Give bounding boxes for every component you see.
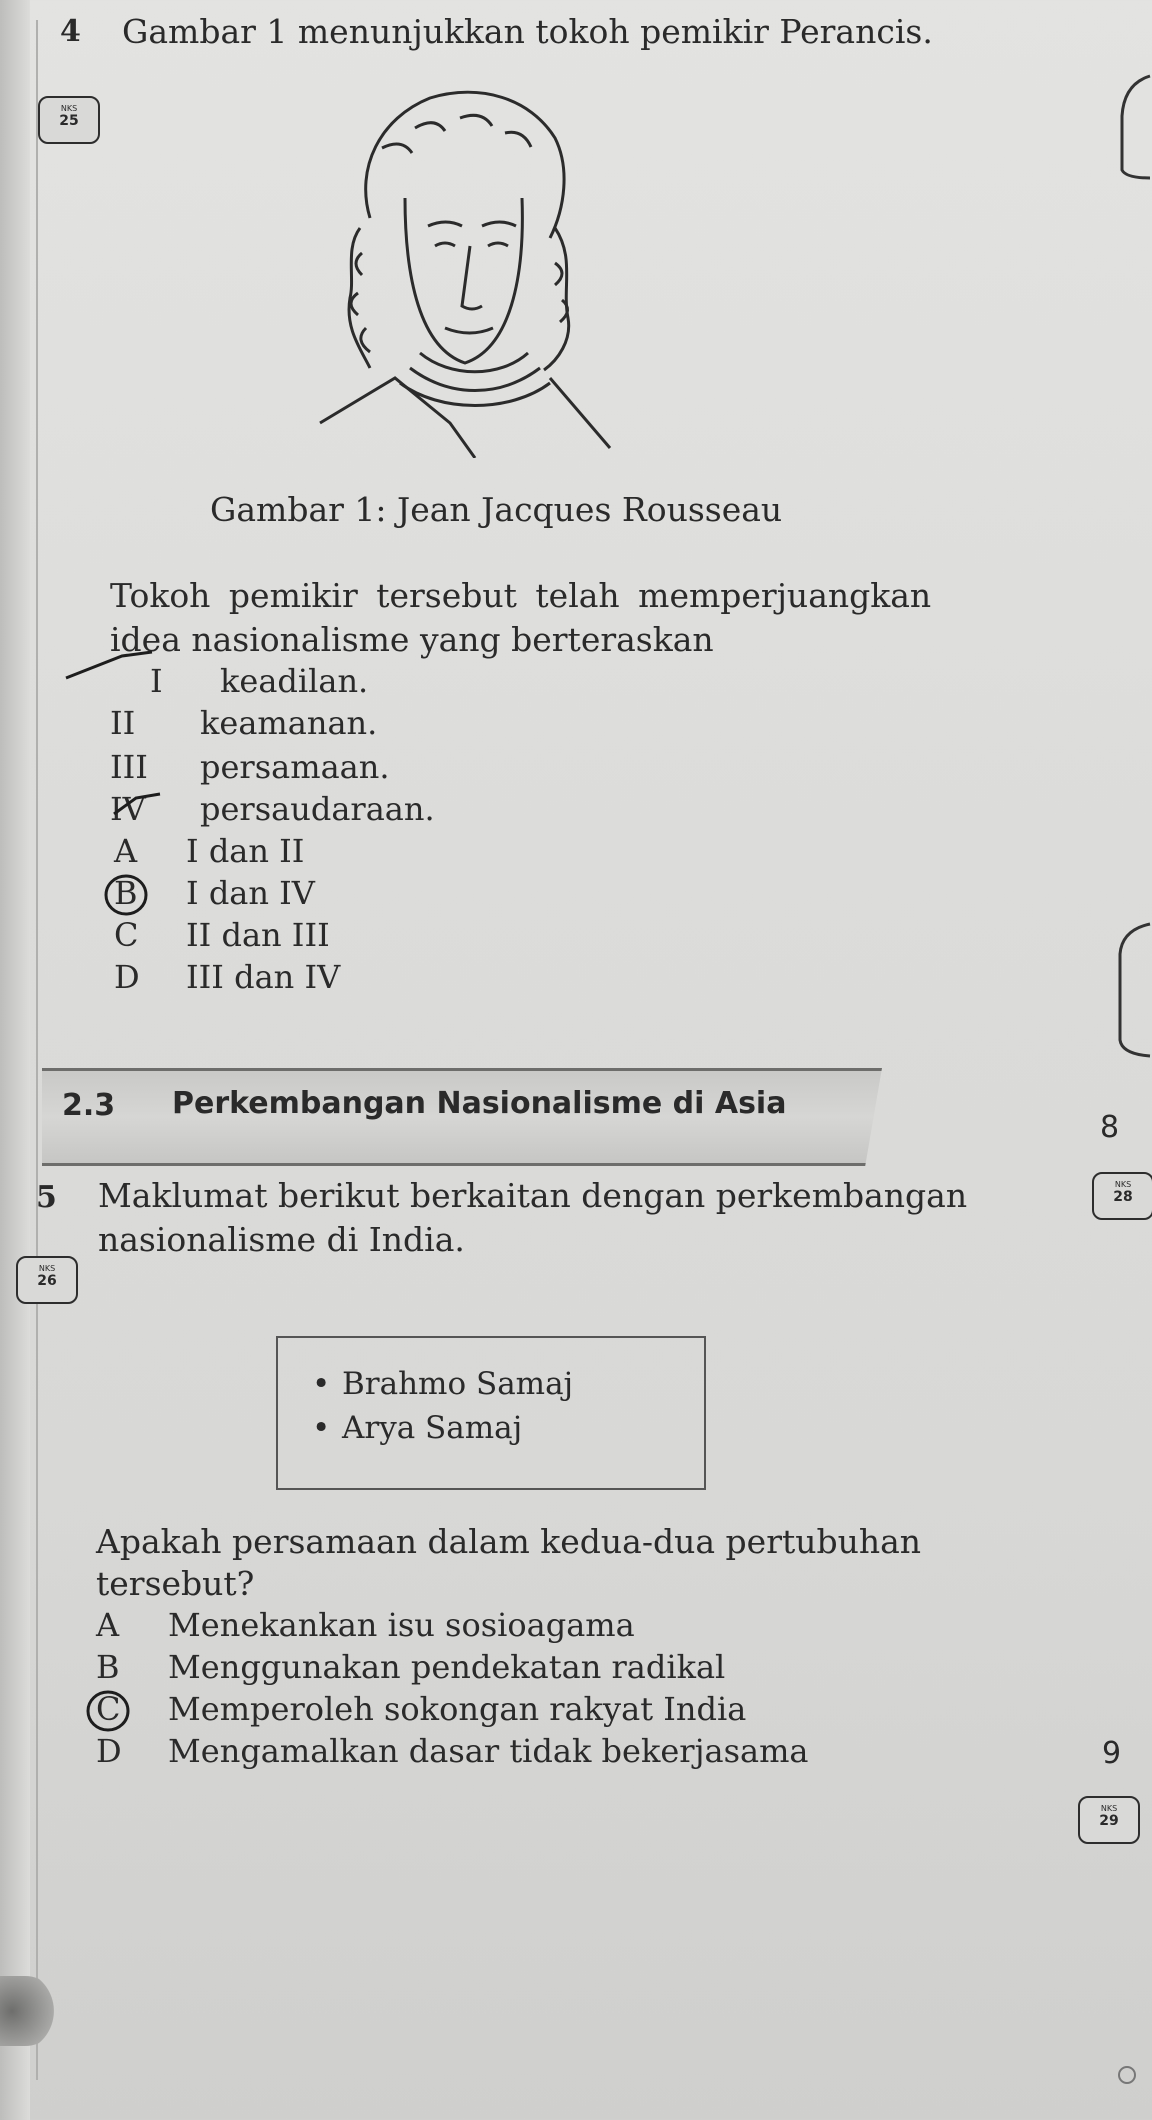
q5-question-line1: Apakah persamaan dalam kedua-dua pertubuhan bbox=[96, 1522, 922, 1561]
q5-option-b-text: Menggunakan pendekatan radikal bbox=[168, 1648, 726, 1686]
q4-number: 4 bbox=[60, 14, 81, 49]
q4-prompt-line2: idea nasionalisme yang berteraskan bbox=[110, 620, 714, 659]
q5-option-b-letter: B bbox=[96, 1648, 120, 1686]
pen-tick-mark-item-1 bbox=[62, 648, 162, 688]
q4-option-c[interactable] bbox=[114, 916, 330, 954]
q5-option-a-letter: A bbox=[96, 1606, 120, 1644]
finger-shadow bbox=[0, 1976, 60, 2046]
q5-stem-line2: nasionalisme di India. bbox=[98, 1220, 465, 1259]
q4-item-3 bbox=[110, 748, 390, 786]
q4-option-a[interactable] bbox=[114, 832, 304, 870]
q4-stem: Gambar 1 menunjukkan tokoh pemikir Perancis. bbox=[122, 12, 933, 51]
q4-prompt-line1: Tokoh pemikir tersebut telah memperjuangkan bbox=[110, 576, 932, 615]
q5-option-b[interactable] bbox=[96, 1648, 725, 1686]
q5-option-d[interactable] bbox=[96, 1732, 809, 1770]
q4-caption: Gambar 1: Jean Jacques Rousseau bbox=[210, 490, 783, 529]
right-margin-bracket-top bbox=[1110, 70, 1152, 180]
pen-tick-mark-item-4 bbox=[108, 790, 168, 820]
q4-option-d[interactable] bbox=[114, 958, 340, 996]
q4-item-3-text: persamaan. bbox=[200, 748, 390, 786]
section-number: 2.3 bbox=[62, 1088, 116, 1123]
margin-dot bbox=[1118, 2066, 1136, 2084]
side-tag-29: NKS 29 bbox=[1078, 1796, 1140, 1844]
q4-option-c-letter: C bbox=[114, 916, 139, 954]
q4-item-2-roman: II bbox=[110, 704, 136, 742]
q4-option-a-text: I dan II bbox=[186, 832, 305, 870]
q4-option-c-text: II dan III bbox=[186, 916, 330, 954]
q4-item-4-text: persaudaraan. bbox=[200, 790, 435, 828]
q4-option-d-text: III dan IV bbox=[186, 958, 341, 996]
q4-margin-tag: NKS 25 bbox=[38, 96, 100, 144]
side-tag-28: NKS 28 bbox=[1092, 1172, 1152, 1220]
section-title: Perkembangan Nasionalisme di Asia bbox=[172, 1086, 787, 1121]
answer-circle-q5 bbox=[84, 1688, 134, 1734]
left-binding-line bbox=[36, 20, 38, 2080]
q4-item-4-roman: IV bbox=[110, 790, 146, 828]
q5-option-a[interactable] bbox=[96, 1606, 635, 1644]
q4-option-a-letter: A bbox=[114, 832, 138, 870]
rousseau-portrait bbox=[300, 78, 630, 458]
q5-option-d-text: Mengamalkan dasar tidak bekerjasama bbox=[168, 1732, 809, 1770]
answer-circle-q4 bbox=[102, 872, 152, 918]
q4-item-2-text: keamanan. bbox=[200, 704, 378, 742]
page-number-9: 9 bbox=[1102, 1736, 1122, 1771]
q5-option-d-letter: D bbox=[96, 1732, 122, 1770]
page-fold-shadow bbox=[0, 0, 30, 2120]
q4-option-b-letter: B bbox=[114, 874, 138, 912]
q5-box-item-1: • Brahmo Samaj bbox=[342, 1366, 573, 1402]
q5-option-c[interactable] bbox=[96, 1690, 746, 1728]
q5-margin-tag: NKS 26 bbox=[16, 1256, 78, 1304]
right-margin-bracket-mid bbox=[1110, 920, 1152, 1060]
q5-question-line2: tersebut? bbox=[96, 1564, 255, 1603]
q5-number: 5 bbox=[36, 1180, 57, 1215]
page-number-8: 8 bbox=[1100, 1110, 1120, 1145]
q4-item-2 bbox=[110, 704, 377, 742]
q5-box-item-2: • Arya Samaj bbox=[342, 1410, 522, 1446]
q5-option-c-letter: C bbox=[96, 1690, 121, 1728]
q5-option-a-text: Menekankan isu sosioagama bbox=[168, 1606, 635, 1644]
q5-stem-line1: Maklumat berikut berkaitan dengan perkembangan bbox=[98, 1176, 968, 1215]
q4-item-1-text: keadilan. bbox=[220, 662, 369, 700]
q4-item-3-roman: III bbox=[110, 748, 148, 786]
q5-option-c-text: Memperoleh sokongan rakyat India bbox=[168, 1690, 747, 1728]
q4-option-d-letter: D bbox=[114, 958, 140, 996]
q4-item-1-roman: I bbox=[150, 662, 163, 700]
q4-option-b-text: I dan IV bbox=[186, 874, 315, 912]
